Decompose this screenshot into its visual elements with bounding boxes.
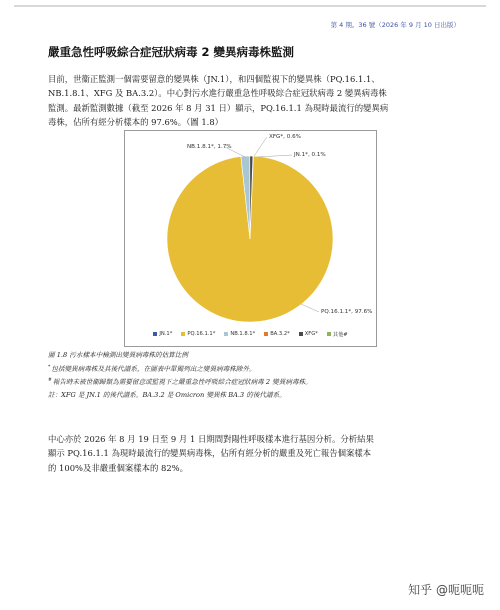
slice-leader-line — [301, 304, 319, 312]
footnote-mark: # — [48, 378, 52, 384]
legend-label: 其他# — [332, 331, 348, 338]
paragraph-line: 毒株，佔所有經分析樣本的 97.6%。（圖 1.8） — [48, 116, 224, 127]
legend-swatch — [264, 332, 268, 336]
footnote-text: 包括變異病毒株及其後代譜系，在圖表中單獨列出之變異病毒株除外。 — [51, 364, 256, 373]
legend-item — [153, 331, 172, 337]
legend-item — [181, 331, 215, 337]
figure-notes — [48, 349, 468, 401]
section-title: 嚴重急性呼吸綜合症冠狀病毒 2 變異病毒株監測 — [48, 45, 295, 59]
legend-item — [327, 331, 348, 338]
legend-swatch — [327, 332, 331, 336]
legend-item — [299, 331, 318, 337]
variant-pie-chart — [124, 130, 377, 347]
paragraph-line: 中心亦於 2026 年 8 月 19 日至 9 月 1 日期間對陽性呼吸樣本進行基因分析。分析結果 — [48, 434, 374, 444]
legend-swatch — [299, 332, 303, 336]
legend-item — [224, 331, 255, 337]
legend-swatch — [153, 332, 157, 336]
legend-label: NB.1.8.1* — [230, 331, 256, 337]
legend-swatch — [224, 332, 228, 336]
footnote-variant-lineage — [48, 362, 468, 376]
pie-chart-canvas — [125, 131, 376, 329]
footnote-mark: * — [48, 364, 51, 370]
zhihu-watermark: 知乎 @呃呃呃 — [408, 583, 484, 597]
paragraph-line: 的 100%及非嚴重個案樣本的 82%。 — [48, 462, 189, 473]
slice-label: PQ.16.1.1*, 97.6% — [321, 309, 373, 315]
paragraph-line: NB.1.8.1、XFG 及 BA.3.2）。中心對污水進行嚴重急性呼吸綜合症冠狀病毒 2 變異病毒株 — [48, 88, 387, 99]
paragraph-line: 目前，世衞正監測一個需要留意的變異株（JN.1），和四個監視下的變異株（PQ.16.1.1、 — [48, 74, 380, 84]
chart-legend — [125, 329, 376, 339]
slice-label: XFG*, 0.6% — [269, 134, 301, 140]
legend-item — [264, 331, 290, 337]
paragraph-line: 監測。最新監測數據（截至 2026 年 8 月 31 日）顯示，PQ.16.1.1 為現時最流行的變異病 — [48, 102, 389, 113]
footnote-text: 報告時未被世衞歸類為需要留意或監視下之嚴重急性呼吸綜合症冠狀病毒 2 變異病毒株。 — [52, 378, 312, 387]
slice-label: NB.1.8.1*, 1.7% — [187, 144, 232, 150]
slice-label: JN.1*, 0.1% — [294, 152, 326, 158]
footnote-other-variants — [48, 375, 468, 389]
footnote-remark: 註：XFG 是 JN.1 的後代譜系。BA.3.2 是 Omicron 變異株 BA.3 的後代譜系。 — [48, 390, 286, 399]
legend-label: XFG* — [304, 331, 318, 337]
figure-caption: 圖 1.8 污水樣本中檢測出變異病毒株的估算比例 — [48, 351, 188, 359]
paragraph-genetic-analysis — [48, 432, 460, 475]
slice-leader-line — [258, 155, 292, 157]
paragraph-line: 顯示 PQ.16.1.1 為現時最流行的變異病毒株，佔所有經分析的嚴重及死亡報告個案樣本 — [48, 448, 372, 459]
issue-header: 第 4 期。36 號（2026 年 9 月 10 日出版） — [330, 21, 460, 29]
legend-label: BA.3.2* — [270, 331, 290, 337]
legend-label: PQ.16.1.1* — [187, 331, 216, 337]
top-divider — [14, 5, 486, 7]
legend-swatch — [181, 332, 185, 336]
legend-label: JN.1* — [159, 331, 173, 337]
paragraph-variant-monitoring — [48, 72, 460, 129]
slice-leader-line — [254, 137, 267, 156]
